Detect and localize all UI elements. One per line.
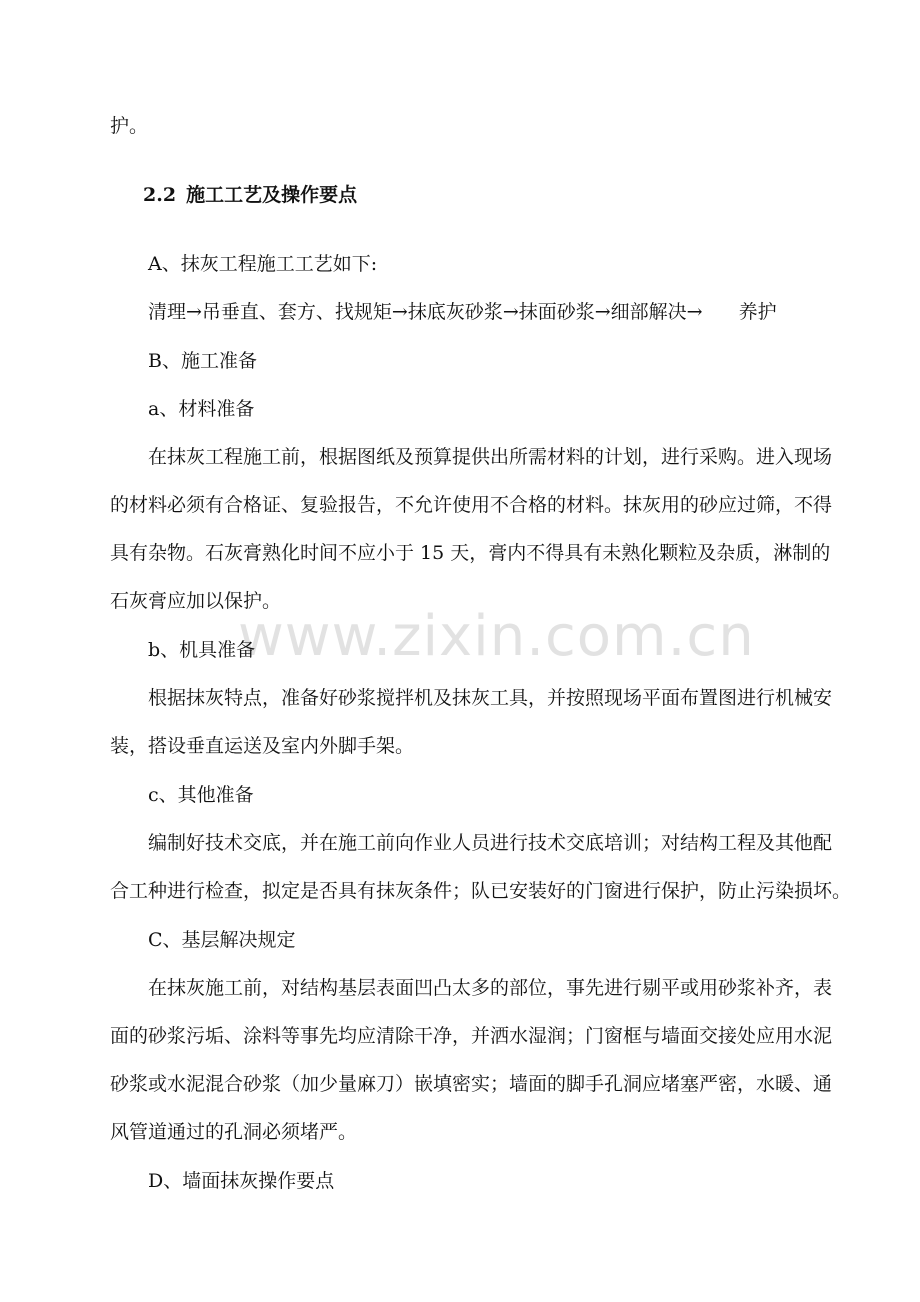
paragraph-line: 根据抹灰特点，准备好砂浆搅拌机及抹灰工具，并按照现场平面布置图进行机械安 — [148, 687, 833, 709]
paragraph-line: 装，搭设垂直运送及室内外脚手架。 — [110, 735, 415, 757]
process-flow — [148, 300, 920, 324]
paragraph-line: 面的砂浆污垢、涂料等事先均应清除干净，并洒水湿润；门窗框与墙面交接处应用水泥 — [110, 1025, 833, 1047]
heading-number: 2.2 — [143, 184, 177, 206]
flow-steps: 清理→吊垂直、套方、找规矩→抹底灰砂浆→抹面砂浆→细部解决→ — [148, 301, 703, 323]
paragraph-line: 合工种进行检查，拟定是否具有抹灰条件；队已安装好的门窗进行保护，防止污染损坏。 — [110, 880, 852, 902]
watermark: www.zixin.com.cn — [238, 604, 755, 669]
section-heading — [143, 183, 357, 207]
heading-text: 施工工艺及操作要点 — [186, 184, 358, 206]
subheading-b-lower: b、机具准备 — [148, 639, 256, 661]
paragraph-line: 的材料必须有合格证、复验报告，不允许使用不合格的材料。抹灰用的砂应过筛，不得 — [110, 494, 833, 516]
subheading-a-lower: a、材料准备 — [148, 398, 255, 420]
text-line: 护。 — [110, 115, 149, 137]
paragraph-line: 在抹灰工程施工前，根据图纸及预算提供出所需材料的计划，进行采购。进入现场 — [148, 446, 833, 468]
paragraph-line: 编制好技术交底，并在施工前向作业人员进行技术交底培训；对结构工程及其他配 — [148, 832, 833, 854]
paragraph-line: 具有杂物。石灰膏熟化时间不应小于 15 天，膏内不得具有未熟化颗粒及杂质，淋制的 — [110, 542, 831, 564]
paragraph-line: 在抹灰施工前，对结构基层表面凹凸太多的部位，事先进行剔平或用砂浆补齐，表 — [148, 977, 833, 999]
flow-last-step: 养护 — [738, 301, 777, 323]
subheading-b: B、施工准备 — [148, 350, 257, 372]
paragraph-line: 砂浆或水泥混合砂浆（加少量麻刀）嵌填密实；墙面的脚手孔洞应堵塞严密，水暖、通 — [110, 1073, 833, 1095]
paragraph-line: 石灰膏应加以保护。 — [110, 590, 282, 612]
subheading-c-lower: c、其他准备 — [148, 784, 254, 806]
subheading-a: A、抹灰工程施工工艺如下: — [148, 253, 378, 275]
paragraph-line: 风管道通过的孔洞必须堵严。 — [110, 1121, 358, 1143]
subheading-c: C、基层解决规定 — [148, 929, 296, 951]
subheading-d: D、墙面抹灰操作要点 — [148, 1170, 335, 1192]
